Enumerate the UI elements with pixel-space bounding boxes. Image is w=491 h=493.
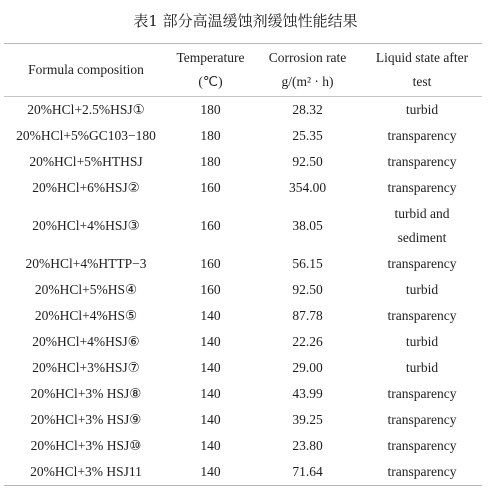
cell-liquid-state: transparency	[387, 180, 457, 195]
cell-formula: 20%HCl+4%HTTP−3	[25, 256, 147, 271]
cell-corrosion-rate: 43.99	[292, 386, 323, 401]
table-row	[4, 459, 482, 486]
cell-corrosion-rate: 29.00	[292, 360, 323, 375]
table-row	[4, 251, 482, 277]
table-row	[4, 97, 482, 124]
cell-liquid-state: turbid	[405, 282, 439, 297]
cell-temperature: 180	[200, 154, 221, 169]
header-formula-label: Formula composition	[28, 62, 144, 77]
cell-temperature: 160	[200, 256, 221, 271]
cell-temperature: 140	[200, 464, 221, 479]
cell-corrosion-rate: 87.78	[292, 308, 323, 323]
table-row	[4, 123, 482, 149]
table-row	[4, 329, 482, 355]
cell-liquid-state: transparency	[387, 256, 457, 271]
table-title: 表1 部分高温缓蚀剂缓蚀性能结果	[133, 12, 358, 30]
cell-corrosion-rate: 38.05	[292, 218, 323, 233]
cell-corrosion-rate: 28.32	[292, 102, 323, 117]
cell-formula: 20%HCl+4%HSJ③	[32, 218, 140, 233]
cell-formula: 20%HCl+3% HSJ⑩	[30, 438, 142, 453]
cell-liquid-state: turbid	[405, 360, 439, 375]
cell-temperature: 140	[200, 438, 221, 453]
header-liquid-line2: test	[412, 74, 432, 89]
cell-corrosion-rate: 56.15	[292, 256, 323, 271]
cell-temperature: 180	[200, 128, 221, 143]
header-formula	[4, 44, 168, 97]
header-corrosion-rate	[253, 44, 362, 97]
inhibitor-results-table	[4, 43, 482, 486]
table-row	[4, 149, 482, 175]
cell-corrosion-rate: 92.50	[292, 282, 323, 297]
cell-liquid-state: transparency	[387, 308, 457, 323]
table-row	[4, 355, 482, 381]
cell-liquid-state	[362, 201, 482, 251]
header-liquid-state	[362, 44, 482, 97]
cell-liquid-state-line2: sediment	[397, 230, 447, 245]
cell-formula: 20%HCl+3% HSJ11	[30, 464, 142, 479]
cell-corrosion-rate: 39.25	[292, 412, 323, 427]
cell-temperature: 140	[200, 334, 221, 349]
cell-temperature: 180	[200, 102, 221, 117]
cell-temperature: 140	[200, 360, 221, 375]
header-corrosion-line1: Corrosion rate	[268, 50, 347, 65]
header-corrosion-line2: g/(m² · h)	[281, 74, 334, 89]
cell-liquid-state-line1: turbid and	[394, 206, 450, 221]
cell-liquid-state: transparency	[387, 464, 457, 479]
table-row	[4, 303, 482, 329]
cell-liquid-state: turbid	[405, 102, 439, 117]
cell-formula: 20%HCl+5%GC103−180	[16, 128, 156, 143]
cell-liquid-state: transparency	[387, 438, 457, 453]
cell-formula: 20%HCl+4%HS⑤	[34, 308, 138, 323]
cell-corrosion-rate: 25.35	[292, 128, 323, 143]
header-temperature-line2: (℃)	[198, 74, 223, 89]
cell-corrosion-rate: 71.64	[292, 464, 323, 479]
cell-temperature: 160	[200, 218, 221, 233]
table-row	[4, 201, 482, 251]
cell-liquid-state: transparency	[387, 412, 457, 427]
cell-formula: 20%HCl+5%HS④	[34, 282, 138, 297]
cell-formula: 20%HCl+4%HSJ⑥	[32, 334, 140, 349]
cell-corrosion-rate: 92.50	[292, 154, 323, 169]
header-temperature	[168, 44, 253, 97]
header-temperature-line1: Temperature	[176, 50, 245, 65]
cell-liquid-state: transparency	[387, 154, 457, 169]
cell-formula: 20%HCl+3% HSJ⑨	[30, 412, 142, 427]
cell-formula: 20%HCl+3%HSJ⑦	[32, 360, 140, 375]
cell-temperature: 140	[200, 386, 221, 401]
table-header-row	[4, 44, 482, 97]
cell-temperature: 160	[200, 282, 221, 297]
cell-corrosion-rate: 23.80	[292, 438, 323, 453]
cell-liquid-state: turbid	[405, 334, 439, 349]
table-row	[4, 433, 482, 459]
table-row	[4, 277, 482, 303]
cell-corrosion-rate: 22.26	[292, 334, 323, 349]
cell-temperature: 140	[200, 412, 221, 427]
cell-formula: 20%HCl+3% HSJ⑧	[30, 386, 142, 401]
cell-temperature: 160	[200, 180, 221, 195]
cell-liquid-state: transparency	[387, 128, 457, 143]
header-liquid-line1: Liquid state after	[375, 50, 469, 65]
table-row	[4, 381, 482, 407]
cell-formula: 20%HCl+6%HSJ②	[32, 180, 140, 195]
cell-temperature: 140	[200, 308, 221, 323]
cell-liquid-state: transparency	[387, 386, 457, 401]
cell-corrosion-rate: 354.00	[288, 180, 327, 195]
table-row	[4, 175, 482, 201]
table-row	[4, 407, 482, 433]
cell-formula: 20%HCl+5%HTHSJ	[29, 154, 143, 169]
cell-formula: 20%HCl+2.5%HSJ①	[27, 102, 145, 117]
